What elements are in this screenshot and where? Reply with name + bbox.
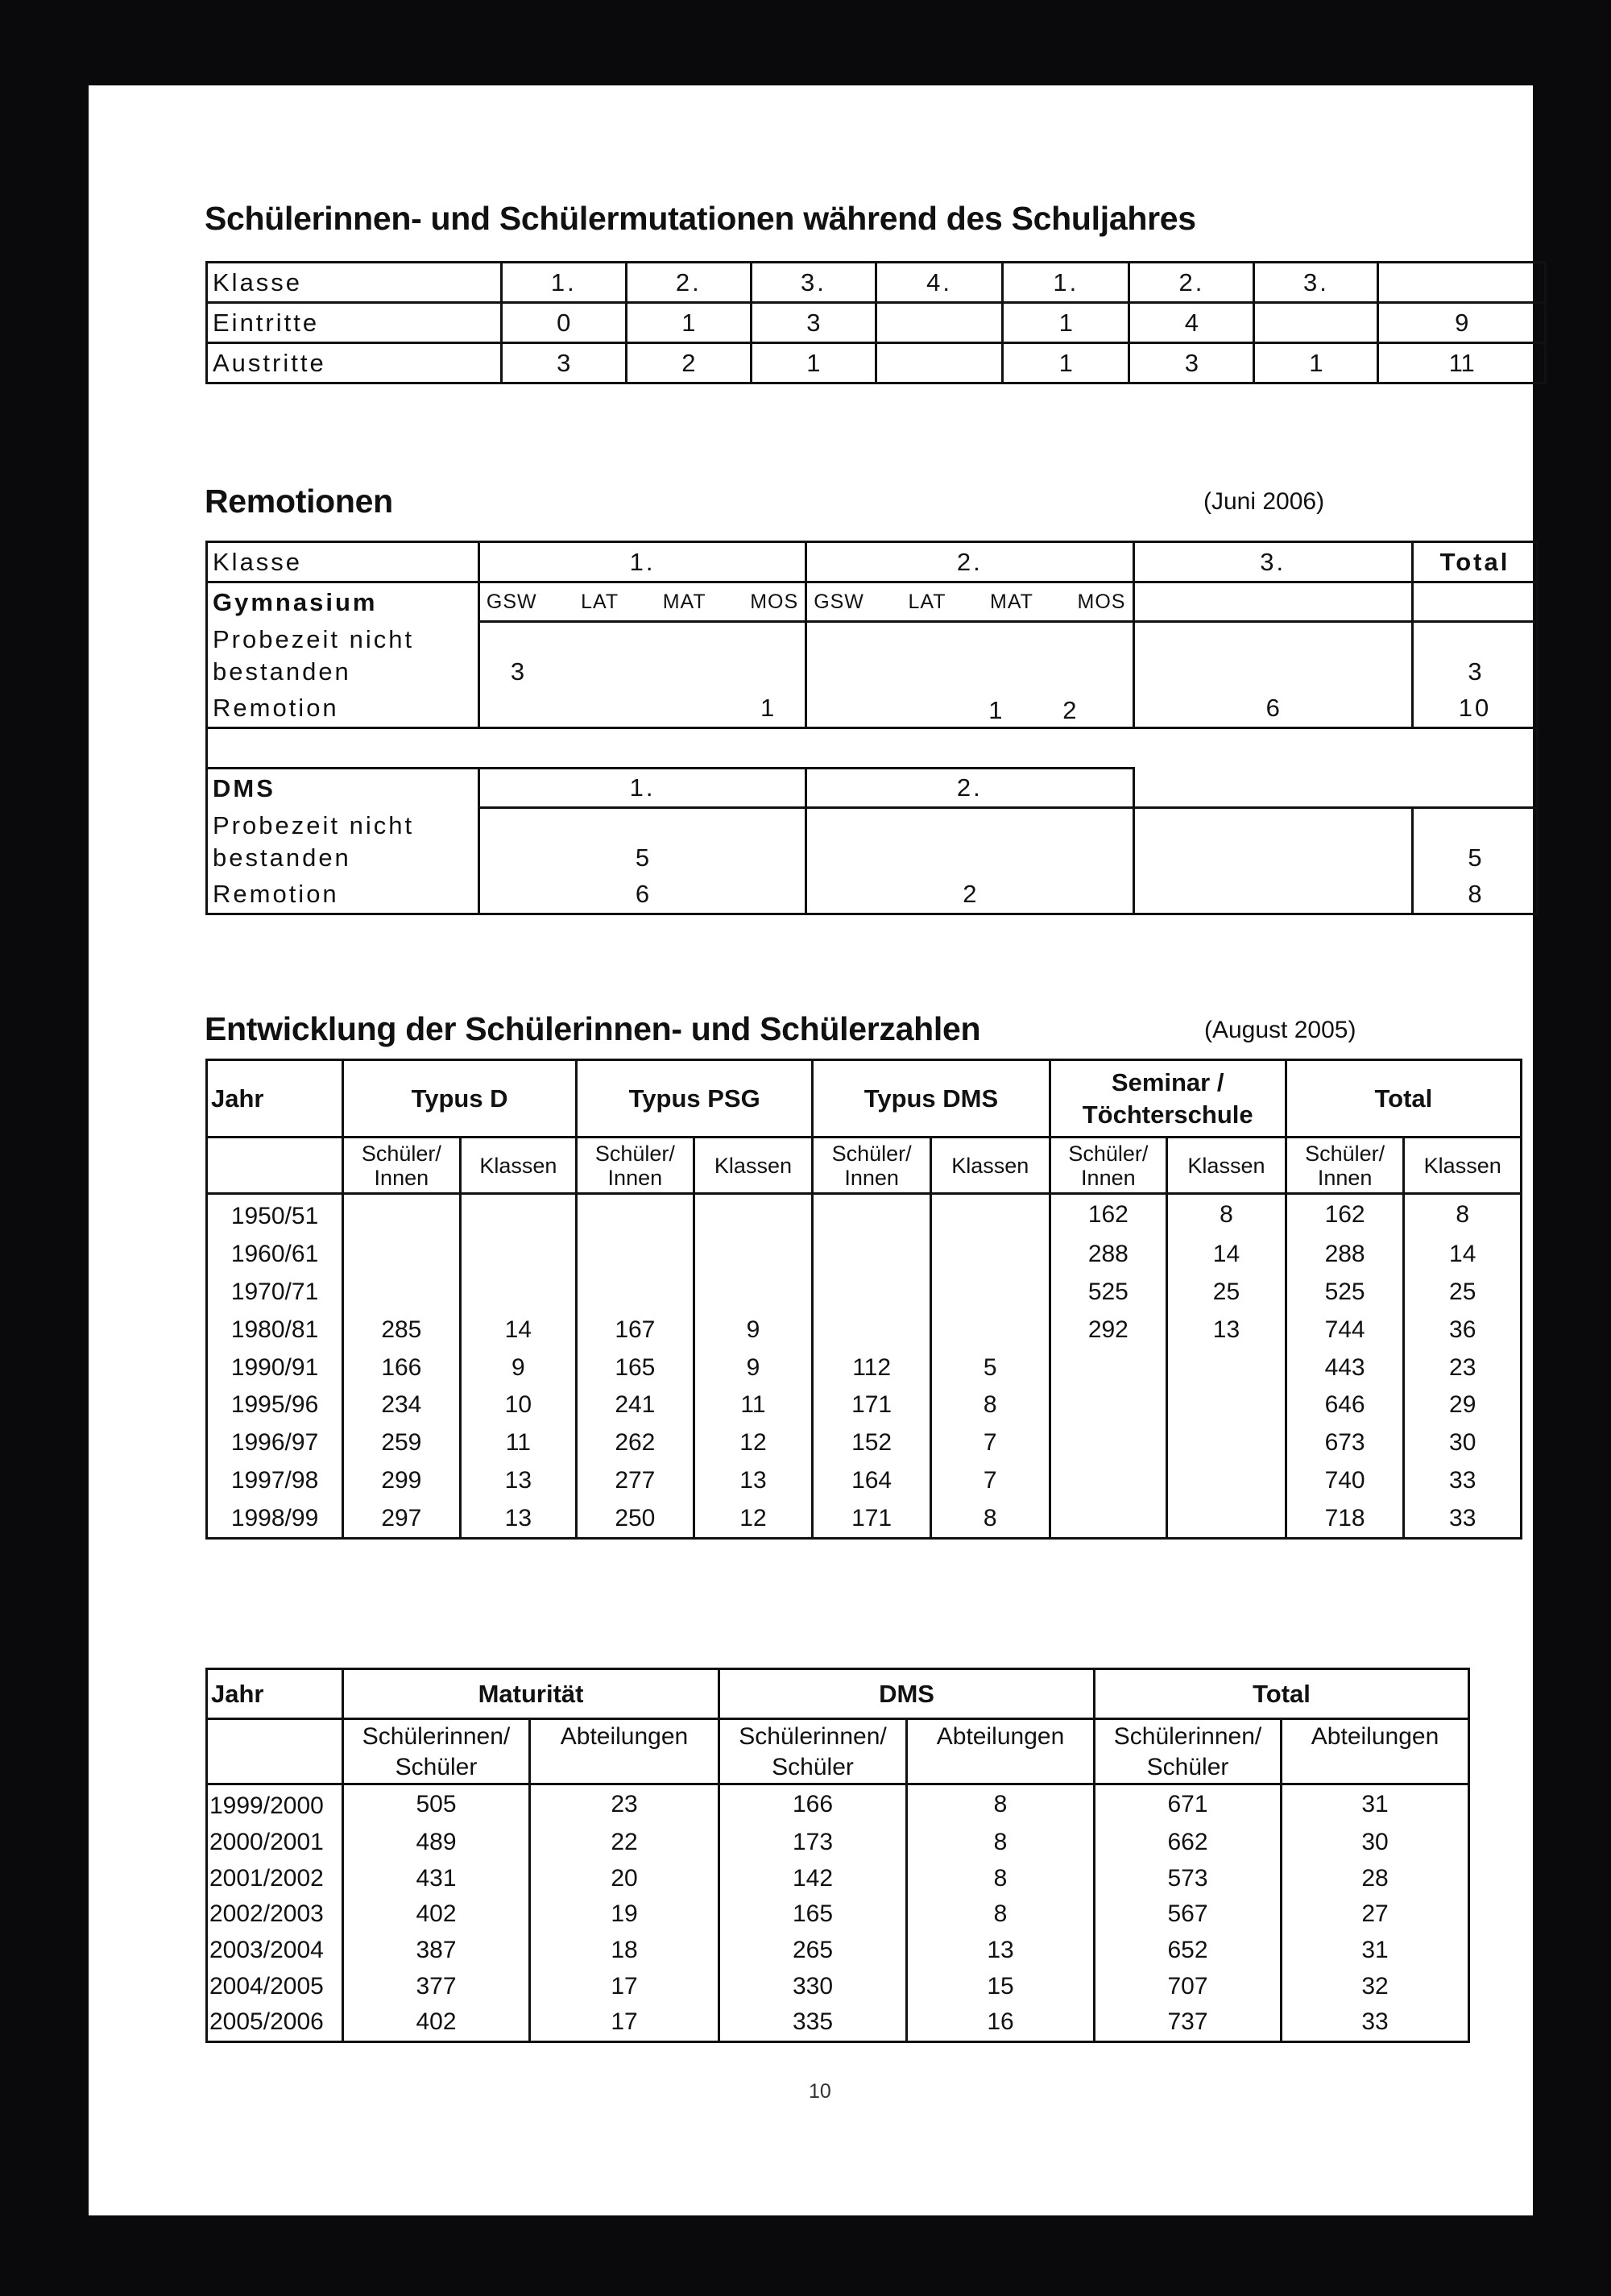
value-cell: 30	[1282, 1825, 1469, 1861]
cell: 2.	[626, 263, 751, 303]
sub-header-students: Schüler/ Innen	[343, 1138, 461, 1194]
value-cell: 299	[343, 1462, 461, 1500]
year-cell: 2003/2004	[207, 1933, 343, 1969]
value-cell: 241	[577, 1386, 694, 1424]
value-cell: 11	[460, 1424, 576, 1462]
cell: 1	[751, 343, 876, 383]
value-cell: 25	[1167, 1274, 1286, 1312]
value-cell: 22	[530, 1825, 719, 1861]
value-cell	[813, 1274, 931, 1312]
value-cell: 377	[343, 1968, 530, 2004]
cell: 5	[478, 808, 806, 876]
value-cell: 171	[813, 1499, 931, 1538]
value-cell: 7	[930, 1424, 1050, 1462]
sub-header-students: Schüler/ Innen	[1050, 1138, 1167, 1194]
probezeit-label: Probezeit nicht bestanden	[207, 808, 479, 876]
mutations-row-eintritte	[207, 303, 1546, 343]
value-cell: 13	[460, 1462, 576, 1500]
cell: 10	[1412, 690, 1537, 728]
cell: 3	[751, 303, 876, 343]
value-cell: 13	[694, 1462, 813, 1500]
table-row	[207, 2004, 1469, 2041]
subject: GSW	[814, 590, 864, 613]
table-row	[207, 1274, 1522, 1312]
value-cell: 402	[343, 2004, 530, 2041]
value-cell: 8	[930, 1386, 1050, 1424]
recent-group-header-row	[207, 1669, 1469, 1719]
subject: LAT	[581, 590, 619, 613]
value-cell	[1167, 1424, 1286, 1462]
subject: MAT	[990, 590, 1033, 613]
sub-header-students: Schülerinnen/ Schüler	[719, 1719, 907, 1784]
jahr-header: Jahr	[207, 1669, 343, 1719]
value-cell: 8	[1404, 1194, 1522, 1236]
value-cell	[1167, 1386, 1286, 1424]
year-cell: 1970/71	[207, 1274, 343, 1312]
table-row	[207, 1236, 1522, 1274]
group-header-typus-dms: Typus DMS	[813, 1060, 1050, 1138]
remotions-date-note: (Juni 2006)	[1203, 488, 1325, 515]
table-row	[207, 1499, 1522, 1538]
year-cell: 1998/99	[207, 1499, 343, 1538]
value-cell: 288	[1050, 1236, 1167, 1274]
value-cell: 234	[343, 1386, 461, 1424]
value-cell: 525	[1050, 1274, 1167, 1312]
value-cell: 707	[1095, 1968, 1282, 2004]
year-cell: 1996/97	[207, 1424, 343, 1462]
value-cell: 166	[343, 1349, 461, 1386]
dms-header-row	[207, 769, 1538, 808]
jahr-header: Jahr	[207, 1060, 343, 1138]
table-row	[207, 1386, 1522, 1424]
value-cell: 164	[813, 1462, 931, 1500]
table-row	[207, 1825, 1469, 1861]
value-cell	[1050, 1386, 1167, 1424]
group-header-total: Total	[1286, 1060, 1521, 1138]
value-cell	[694, 1194, 813, 1236]
value-cell: 505	[343, 1784, 530, 1825]
sub-header-classes: Klassen	[1167, 1138, 1286, 1194]
value-cell: 740	[1286, 1462, 1404, 1500]
cell: 3	[1412, 622, 1537, 690]
empty-cell	[207, 1138, 343, 1194]
value-cell	[1050, 1349, 1167, 1386]
value-cell: 11	[694, 1386, 813, 1424]
gymnasium-subjects-row	[207, 582, 1538, 622]
development-sub-header-row	[207, 1138, 1522, 1194]
spacer-row	[207, 728, 1538, 769]
value-cell: 162	[1050, 1194, 1167, 1236]
mutations-title: Schülerinnen- und Schülermutationen während des Schuljahres	[205, 200, 1196, 237]
value-cell: 16	[907, 2004, 1095, 2041]
value-cell: 744	[1286, 1311, 1404, 1349]
value-cell: 20	[530, 1860, 719, 1896]
value-cell: 489	[343, 1825, 530, 1861]
table-row	[207, 1784, 1469, 1825]
cell: 2	[626, 343, 751, 383]
cell: 1	[1003, 343, 1129, 383]
value-cell: 152	[813, 1424, 931, 1462]
value-cell: 28	[1282, 1860, 1469, 1896]
total-header: Total	[1412, 542, 1537, 582]
cell: 1.	[501, 263, 626, 303]
value-cell: 23	[1404, 1349, 1522, 1386]
recent-table	[205, 1668, 1470, 2043]
value-cell: 31	[1282, 1933, 1469, 1969]
document-page	[89, 85, 1533, 2215]
cell: 1	[1003, 303, 1129, 343]
value-cell: 288	[1286, 1236, 1404, 1274]
value-cell: 335	[719, 2004, 907, 2041]
recent-body	[207, 1784, 1469, 2042]
value-cell	[577, 1194, 694, 1236]
value-cell: 32	[1282, 1968, 1469, 2004]
row-label: Klasse	[207, 263, 502, 303]
subject: MAT	[662, 590, 706, 613]
sub-header-students: Schüler/ Innen	[1286, 1138, 1404, 1194]
value-cell: 292	[1050, 1311, 1167, 1349]
value-cell	[1050, 1499, 1167, 1538]
value-cell: 9	[694, 1311, 813, 1349]
value-cell: 250	[577, 1499, 694, 1538]
value-cell	[460, 1236, 576, 1274]
subject: GSW	[486, 590, 537, 613]
value-cell	[930, 1274, 1050, 1312]
year-cell: 2000/2001	[207, 1825, 343, 1861]
value-cell: 27	[1282, 1896, 1469, 1933]
value-cell: 165	[719, 1896, 907, 1933]
value-cell: 30	[1404, 1424, 1522, 1462]
empty-cell	[1133, 582, 1412, 622]
class-2-header: 2.	[806, 542, 1133, 582]
value-cell: 7	[930, 1462, 1050, 1500]
sub-header-classes: Klassen	[930, 1138, 1050, 1194]
value-cell	[1167, 1499, 1286, 1538]
table-row	[207, 1349, 1522, 1386]
development-body	[207, 1194, 1522, 1539]
value-cell: 10	[460, 1386, 576, 1424]
table-row	[207, 1194, 1522, 1236]
year-cell: 2001/2002	[207, 1860, 343, 1896]
sub-header-departments: Abteilungen	[1282, 1719, 1469, 1784]
value-cell	[343, 1194, 461, 1236]
sub-header-classes: Klassen	[1404, 1138, 1522, 1194]
sub-header-students: Schülerinnen/ Schüler	[1095, 1719, 1282, 1784]
remotion-label: Remotion	[207, 876, 479, 914]
value-cell: 25	[1404, 1274, 1522, 1312]
year-cell: 1995/96	[207, 1386, 343, 1424]
sub-header-students: Schüler/ Innen	[577, 1138, 694, 1194]
table-row	[207, 1311, 1522, 1349]
cell: 0	[501, 303, 626, 343]
mutations-row-austritte	[207, 343, 1546, 383]
value-cell	[577, 1236, 694, 1274]
cell: 1	[478, 690, 806, 728]
value-cell: 662	[1095, 1825, 1282, 1861]
value-cell: 13	[907, 1933, 1095, 1969]
value-cell	[813, 1311, 931, 1349]
group-header-total: Total	[1095, 1669, 1469, 1719]
cell: 3	[478, 622, 806, 690]
value-cell	[694, 1274, 813, 1312]
value-cell	[813, 1194, 931, 1236]
value-cell	[343, 1274, 461, 1312]
value-cell	[343, 1236, 461, 1274]
value-cell: 567	[1095, 1896, 1282, 1933]
table-row	[207, 1462, 1522, 1500]
development-group-header-row	[207, 1060, 1522, 1138]
group-header-dms: DMS	[719, 1669, 1095, 1719]
subject: LAT	[908, 590, 946, 613]
cell: 3.	[751, 263, 876, 303]
value-cell: 14	[1404, 1236, 1522, 1274]
year-cell: 2004/2005	[207, 1968, 343, 2004]
sub-header-students: Schüler/ Innen	[813, 1138, 931, 1194]
mutations-table	[205, 261, 1547, 384]
dms-class-2-header: 2.	[806, 769, 1133, 808]
dms-label: DMS	[207, 769, 479, 808]
spacer-cell	[207, 728, 1538, 769]
mutations-row-klasse	[207, 263, 1546, 303]
class-1-header: 1.	[478, 542, 806, 582]
value-cell: 402	[343, 1896, 530, 1933]
cell: 3.	[1254, 263, 1378, 303]
table-row	[207, 1860, 1469, 1896]
cell: 1	[626, 303, 751, 343]
cell: 8	[1412, 876, 1537, 914]
value-cell: 5	[930, 1349, 1050, 1386]
subject: MOS	[1077, 590, 1126, 613]
value-cell: 36	[1404, 1311, 1522, 1349]
value-cell: 31	[1282, 1784, 1469, 1825]
value-cell	[460, 1194, 576, 1236]
value-cell	[930, 1311, 1050, 1349]
value-cell: 33	[1282, 2004, 1469, 2041]
cell	[876, 343, 1002, 383]
sub-header-departments: Abteilungen	[530, 1719, 719, 1784]
value-cell: 19	[530, 1896, 719, 1933]
dms-class-1-header: 1.	[478, 769, 806, 808]
value-cell	[813, 1236, 931, 1274]
value-cell: 14	[460, 1311, 576, 1349]
value-cell	[1167, 1462, 1286, 1500]
year-cell: 1999/2000	[207, 1784, 343, 1825]
subject: MOS	[750, 590, 799, 613]
cell	[806, 808, 1133, 876]
group-header-typus-psg: Typus PSG	[577, 1060, 813, 1138]
sub-header-departments: Abteilungen	[907, 1719, 1095, 1784]
value-cell: 277	[577, 1462, 694, 1500]
value-cell: 165	[577, 1349, 694, 1386]
value-cell: 8	[907, 1860, 1095, 1896]
klasse-label: Klasse	[207, 542, 479, 582]
value-cell: 387	[343, 1933, 530, 1969]
value-cell: 29	[1404, 1386, 1522, 1424]
value-cell: 33	[1404, 1462, 1522, 1500]
cell: 6	[478, 876, 806, 914]
value-cell: 8	[907, 1825, 1095, 1861]
value-cell: 297	[343, 1499, 461, 1538]
remotion-label: Remotion	[207, 690, 479, 728]
value-cell: 18	[530, 1933, 719, 1969]
cell: 1	[1254, 343, 1378, 383]
gymnasium-remotion-row	[207, 690, 1538, 728]
value-cell	[694, 1236, 813, 1274]
cell: 6	[1133, 690, 1412, 728]
value-cell: 17	[530, 1968, 719, 2004]
cell: 4.	[876, 263, 1002, 303]
value-cell: 17	[530, 2004, 719, 2041]
value-cell: 15	[907, 1968, 1095, 2004]
group-header-typus-d: Typus D	[343, 1060, 577, 1138]
cell	[1133, 808, 1412, 876]
value-cell: 646	[1286, 1386, 1404, 1424]
empty-cell	[1133, 769, 1538, 808]
year-cell: 1950/51	[207, 1194, 343, 1236]
value-cell: 112	[813, 1349, 931, 1386]
value-cell: 8	[907, 1784, 1095, 1825]
value-cell: 8	[907, 1896, 1095, 1933]
value-cell	[1050, 1424, 1167, 1462]
probezeit-label: Probezeit nicht bestanden	[207, 622, 479, 690]
value-cell: 9	[694, 1349, 813, 1386]
table-row	[207, 1896, 1469, 1933]
gymnasium-probezeit-row	[207, 622, 1538, 690]
cell: 3	[1129, 343, 1254, 383]
development-table	[205, 1059, 1522, 1540]
value-cell: 13	[1167, 1311, 1286, 1349]
cell: 3	[501, 343, 626, 383]
group-header-maturitaet: Maturität	[343, 1669, 719, 1719]
year-cell: 2005/2006	[207, 2004, 343, 2041]
value-cell: 8	[1167, 1194, 1286, 1236]
row-label: Austritte	[207, 343, 502, 383]
recent-sub-header-row	[207, 1719, 1469, 1784]
value-cell: 13	[460, 1499, 576, 1538]
remotions-table	[205, 541, 1539, 915]
value-cell	[1050, 1462, 1167, 1500]
value-cell: 259	[343, 1424, 461, 1462]
row-label: Eintritte	[207, 303, 502, 343]
cell	[1378, 263, 1546, 303]
value-cell: 166	[719, 1784, 907, 1825]
empty-cell	[207, 1719, 343, 1784]
value-cell: 718	[1286, 1499, 1404, 1538]
cell: 1 2	[806, 690, 1133, 728]
sub-header-students: Schülerinnen/ Schüler	[343, 1719, 530, 1784]
cell: 11	[1378, 343, 1546, 383]
value-cell: 173	[719, 1825, 907, 1861]
empty-cell	[806, 622, 1133, 690]
value-cell: 14	[1167, 1236, 1286, 1274]
value-cell: 262	[577, 1424, 694, 1462]
value-cell: 8	[930, 1499, 1050, 1538]
gymnasium-label: Gymnasium	[207, 582, 479, 622]
empty-cell	[1412, 582, 1537, 622]
development-title: Entwicklung der Schülerinnen- und Schülerzahlen	[205, 1010, 981, 1047]
value-cell: 525	[1286, 1274, 1404, 1312]
value-cell: 167	[577, 1311, 694, 1349]
cell: 2.	[1129, 263, 1254, 303]
cell: 9	[1378, 303, 1546, 343]
value-cell: 330	[719, 1968, 907, 2004]
cell	[1254, 303, 1378, 343]
year-cell: 1997/98	[207, 1462, 343, 1500]
subjects-class-1	[478, 582, 806, 622]
year-cell: 1990/91	[207, 1349, 343, 1386]
value-cell: 671	[1095, 1784, 1282, 1825]
value-cell: 573	[1095, 1860, 1282, 1896]
value-cell: 12	[694, 1499, 813, 1538]
value-cell	[460, 1274, 576, 1312]
year-cell: 1960/61	[207, 1236, 343, 1274]
remotions-header-row	[207, 542, 1538, 582]
value-cell: 673	[1286, 1424, 1404, 1462]
value-cell: 171	[813, 1386, 931, 1424]
cell: 4	[1129, 303, 1254, 343]
value-cell: 652	[1095, 1933, 1282, 1969]
value-cell: 33	[1404, 1499, 1522, 1538]
value-cell: 431	[343, 1860, 530, 1896]
year-cell: 1980/81	[207, 1311, 343, 1349]
value-cell: 12	[694, 1424, 813, 1462]
table-row	[207, 1933, 1469, 1969]
cell	[876, 303, 1002, 343]
value-cell: 142	[719, 1860, 907, 1896]
group-header-seminar: Seminar / Töchterschule	[1050, 1060, 1286, 1138]
remotions-title: Remotionen	[205, 483, 393, 520]
cell: 2	[806, 876, 1133, 914]
cell	[1133, 876, 1412, 914]
value-cell: 162	[1286, 1194, 1404, 1236]
value-cell: 23	[530, 1784, 719, 1825]
sub-header-classes: Klassen	[460, 1138, 576, 1194]
subjects-class-2	[806, 582, 1133, 622]
value-cell: 737	[1095, 2004, 1282, 2041]
value-cell: 9	[460, 1349, 576, 1386]
sub-header-classes: Klassen	[694, 1138, 813, 1194]
dms-probezeit-row	[207, 808, 1538, 876]
year-cell: 2002/2003	[207, 1896, 343, 1933]
cell: 5	[1412, 808, 1537, 876]
development-date-note: (August 2005)	[1204, 1017, 1356, 1043]
class-3-header: 3.	[1133, 542, 1412, 582]
value-cell	[930, 1194, 1050, 1236]
value-cell	[930, 1236, 1050, 1274]
empty-cell	[1133, 622, 1412, 690]
value-cell	[1167, 1349, 1286, 1386]
cell: 1.	[1003, 263, 1129, 303]
value-cell: 443	[1286, 1349, 1404, 1386]
table-row	[207, 1968, 1469, 2004]
dms-remotion-row	[207, 876, 1538, 914]
value-cell	[577, 1274, 694, 1312]
value-cell: 285	[343, 1311, 461, 1349]
table-row	[207, 1424, 1522, 1462]
value-cell: 265	[719, 1933, 907, 1969]
page-number: 10	[809, 2080, 831, 2103]
